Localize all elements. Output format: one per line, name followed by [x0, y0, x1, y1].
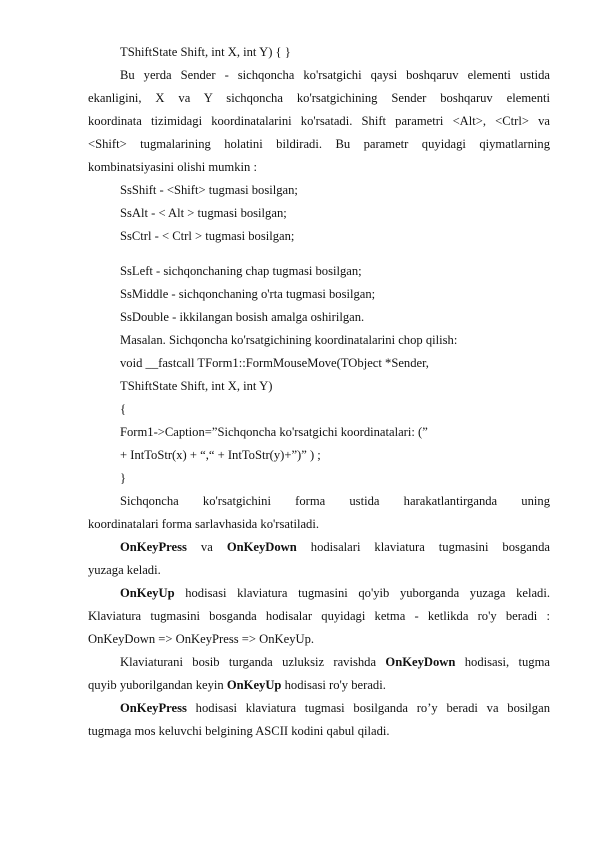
list-item: SsDouble - ikkilangan bosish amalga oshirilgan. — [120, 310, 365, 324]
text-span: hodisasi klaviatura tugmasi bosilganda ro’y beradi va bosilgan — [186, 701, 550, 715]
paragraph-line: tugmaga mos keluvchi belgining ASCII kodini qabul qiladi. — [88, 724, 390, 738]
text-span: hodisasi ro'y beradi. — [281, 678, 386, 692]
list-item: SsCtrl - < Ctrl > tugmasi bosilgan; — [120, 229, 295, 243]
paragraph-line: Bu yerda Sender - sichqoncha ko'rsatgichi qaysi boshqaruv elementi ustida — [120, 68, 550, 82]
text-span: hodisalari klaviatura tugmasini bosganda — [296, 540, 550, 554]
code-line: { — [120, 402, 127, 416]
paragraph-line: OnKeyDown => OnKeyPress => OnKeyUp. — [88, 632, 315, 646]
keyword: OnKeyDown — [385, 655, 456, 669]
text-span: Klaviaturani bosib turganda uzluksiz ravishda — [120, 655, 386, 669]
code-line: TShiftState Shift, int X, int Y) { } — [120, 45, 291, 59]
code-line: } — [120, 471, 127, 485]
paragraph-line: ekanligini, X va Y sichqoncha ko'rsatgichining Sender boshqaruv elementi — [88, 91, 550, 105]
list-item: SsMiddle - sichqonchaning o'rta tugmasi bosilgan; — [120, 287, 376, 301]
code-line: + IntToStr(x) + “,“ + IntToStr(y)+”)” ) ; — [120, 448, 321, 462]
paragraph-line — [120, 585, 550, 601]
paragraph-line — [120, 654, 550, 670]
paragraph-line: koordinatalari forma sarlavhasida ko'rsatiladi. — [88, 517, 319, 531]
keyword: OnKeyDown — [226, 540, 297, 554]
paragraph-line — [88, 677, 386, 693]
text-span: hodisasi, tugma — [455, 655, 550, 669]
paragraph-line: kombinatsiyasini olishi mumkin : — [88, 160, 257, 174]
text-span: hodisasi klaviatura tugmasini qo'yib yuborganda yuzaga keladi. — [174, 586, 550, 600]
code-line: Form1->Caption=”Sichqoncha ko'rsatgichi koordinatalari: (” — [120, 425, 428, 439]
list-item: SsAlt - < Alt > tugmasi bosilgan; — [120, 206, 287, 220]
text-span: quyib yuborilgandan keyin — [88, 678, 227, 692]
code-line: TShiftState Shift, int X, int Y) — [120, 379, 273, 393]
paragraph-line: yuzaga keladi. — [88, 563, 161, 577]
paragraph-line — [120, 539, 550, 555]
list-item: SsLeft - sichqonchaning chap tugmasi bosilgan; — [120, 264, 362, 278]
paragraph-line: Masalan. Sichqoncha ko'rsatgichining koordinatalarini chop qilish: — [120, 333, 458, 347]
paragraph-line: <Shift> tugmalarining holatini bildiradi. Bu parametr quyidagi qiymatlarning — [88, 137, 550, 151]
paragraph-line: koordinata tizimidagi koordinatalarini ko'rsatadi. Shift parametri <Alt>, <Ctrl> va — [88, 114, 550, 128]
paragraph-line — [120, 700, 550, 716]
keyword: OnKeyUp — [226, 678, 282, 692]
text-span: va — [186, 540, 227, 554]
keyword: OnKeyUp — [120, 586, 175, 600]
code-line: void __fastcall TForm1::FormMouseMove(TObject *Sender, — [120, 356, 429, 370]
list-item: SsShift - <Shift> tugmasi bosilgan; — [120, 183, 298, 197]
keyword: OnKeyPress — [120, 540, 187, 554]
paragraph-line: Klaviatura tugmasini bosganda hodisalar quyidagi ketma - ketlikda ro'y beradi : — [88, 609, 550, 623]
keyword: OnKeyPress — [120, 701, 187, 715]
paragraph-line: Sichqoncha ko'rsatgichini forma ustida harakatlantirganda uning — [120, 494, 550, 508]
